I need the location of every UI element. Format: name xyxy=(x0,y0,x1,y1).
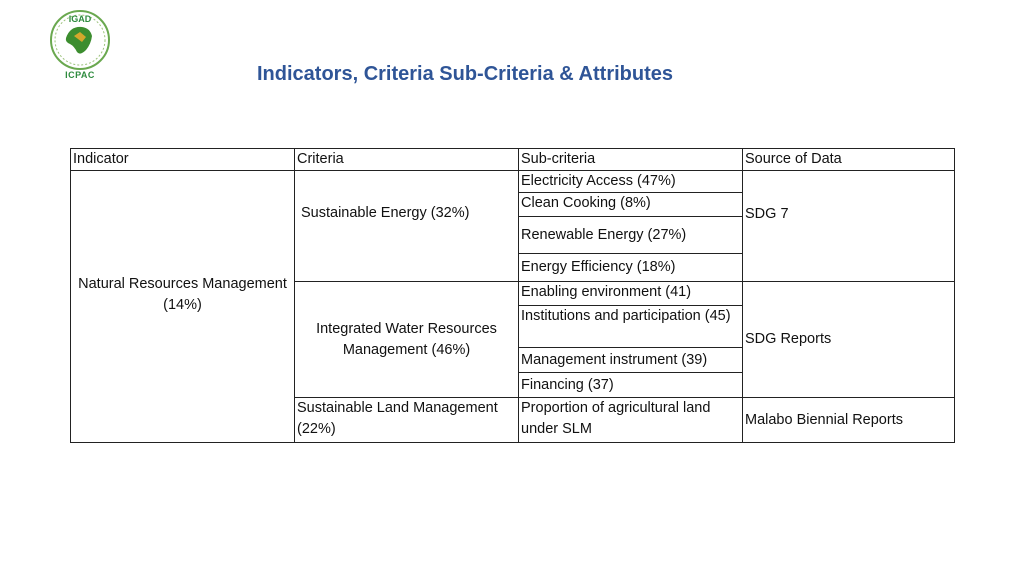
subcriteria-cell: Renewable Energy (27%) xyxy=(519,217,743,254)
header-source: Source of Data xyxy=(743,149,955,171)
criteria-energy: Sustainable Energy (32%) xyxy=(295,171,519,282)
header-criteria: Criteria xyxy=(295,149,519,171)
subcriteria-cell: Institutions and participation (45) xyxy=(519,306,743,348)
indicator-cell: Natural Resources Management (14%) xyxy=(71,171,295,443)
table-header-row xyxy=(71,149,955,171)
subcriteria-cell: Enabling environment (41) xyxy=(519,282,743,306)
subcriteria-cell: Proportion of agricultural land under SLM xyxy=(519,398,743,443)
subcriteria-cell: Clean Cooking (8%) xyxy=(519,193,743,217)
indicators-table xyxy=(70,148,955,443)
source-land: Malabo Biennial Reports xyxy=(743,398,955,443)
subcriteria-cell: Management instrument (39) xyxy=(519,348,743,373)
header-indicator: Indicator xyxy=(71,149,295,171)
subcriteria-cell: Electricity Access (47%) xyxy=(519,171,743,193)
criteria-water: Integrated Water Resources Management (46%) xyxy=(295,282,519,398)
source-water: SDG Reports xyxy=(743,282,955,398)
subcriteria-cell: Energy Efficiency (18%) xyxy=(519,254,743,282)
table-row xyxy=(71,171,955,193)
subcriteria-cell: Financing (37) xyxy=(519,373,743,398)
page-title: Indicators, Criteria Sub-Criteria & Attributes xyxy=(257,63,673,85)
logo-top-text: IGAD xyxy=(68,14,92,24)
header-subcriteria: Sub-criteria xyxy=(519,149,743,171)
source-energy: SDG 7 xyxy=(743,171,955,282)
logo-bottom-text: ICPAC xyxy=(65,70,95,80)
criteria-land: Sustainable Land Management (22%) xyxy=(295,398,519,443)
